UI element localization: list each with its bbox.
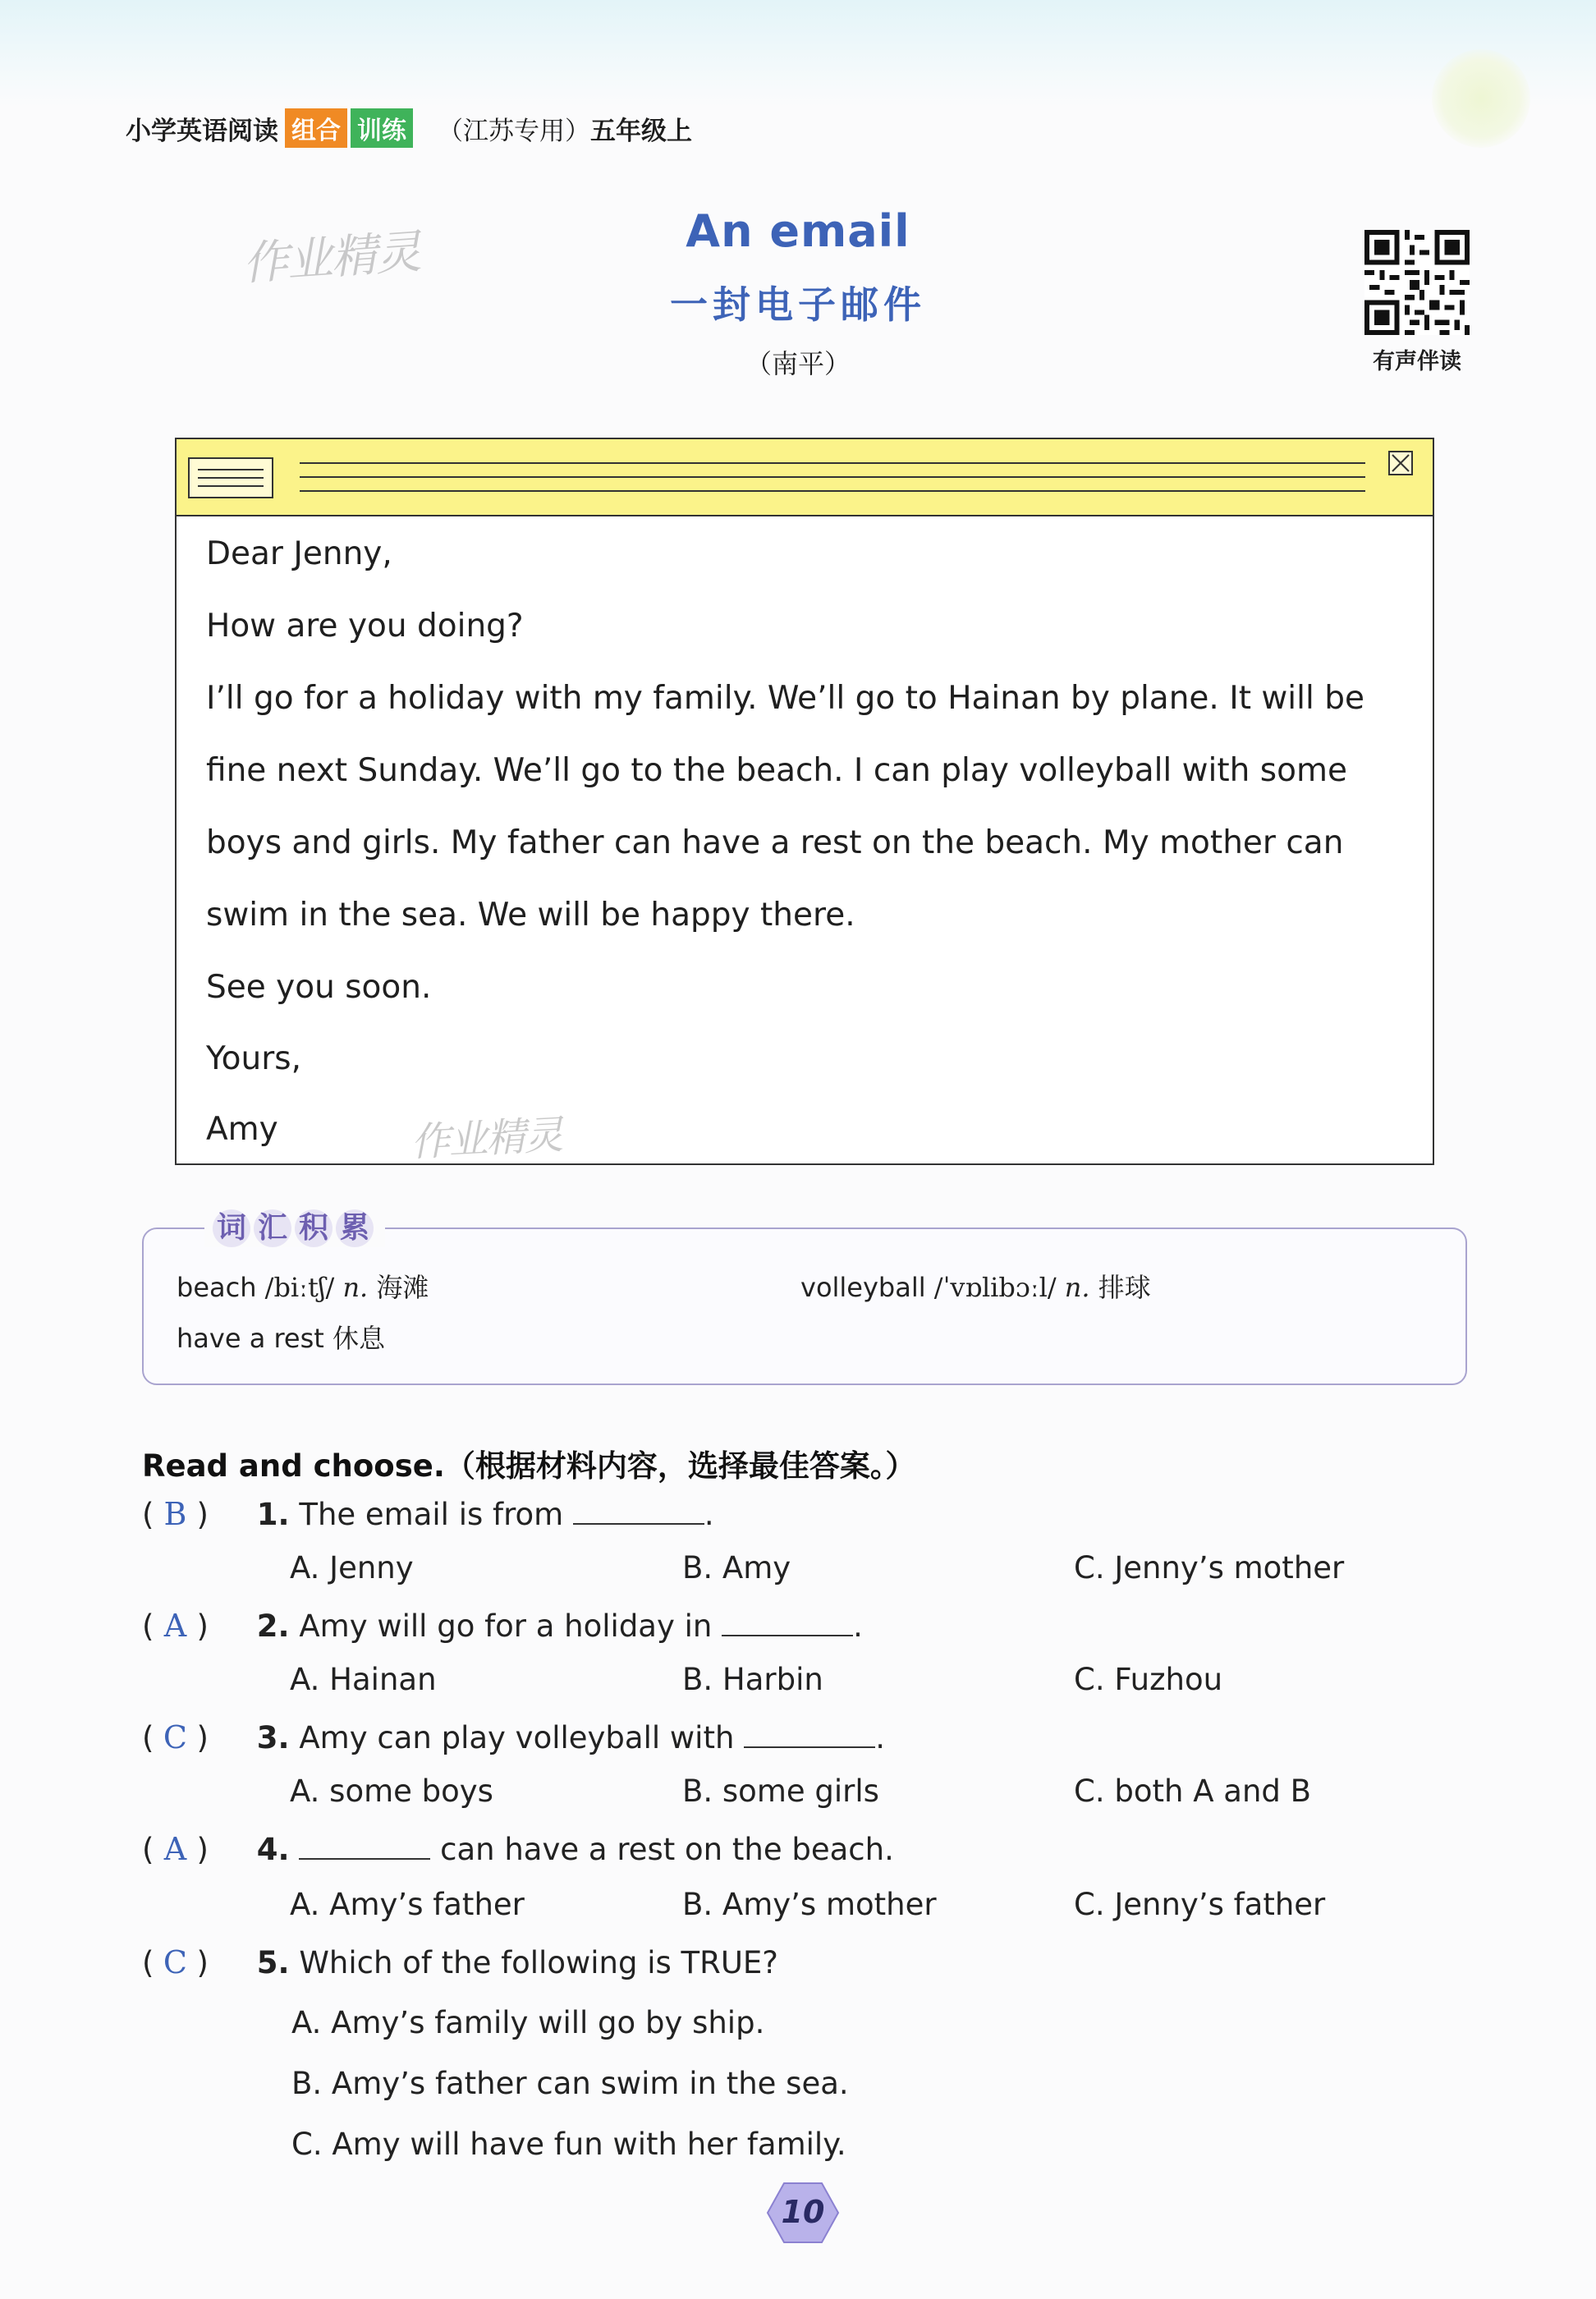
answer-blank — [744, 1722, 875, 1748]
question-number: 2. — [256, 1608, 290, 1644]
vocab-word: have a rest — [177, 1323, 324, 1354]
watermark-logo: 作业精灵 — [409, 1112, 563, 1166]
option-c[interactable]: C. Fuzhou — [1074, 1662, 1223, 1697]
option-a[interactable]: A. Amy’s father — [290, 1887, 525, 1922]
email-line: swim in the sea. We will be happy there. — [206, 897, 855, 934]
option-b[interactable]: B. some girls — [682, 1774, 879, 1809]
question-3 — [142, 1719, 885, 1755]
question-text: Which of the following is TRUE? — [299, 1945, 778, 1980]
vocab-meaning: 排球 — [1098, 1272, 1151, 1303]
question-5 — [142, 1944, 778, 1980]
vocab-title-char: 累 — [336, 1209, 374, 1247]
question-2 — [142, 1608, 863, 1644]
tag-training: 训练 — [351, 108, 413, 148]
vocab-title-char: 词 — [213, 1209, 250, 1247]
answer-bracket[interactable]: ( B ) — [142, 1496, 209, 1532]
option-b[interactable]: B. Amy — [682, 1550, 791, 1585]
question-4 — [142, 1831, 894, 1867]
vocab-word: beach — [177, 1272, 257, 1303]
vocab-meaning: 海滩 — [376, 1272, 429, 1303]
menu-icon[interactable] — [188, 457, 273, 498]
vocab-word: volleyball — [800, 1272, 926, 1303]
vocab-pos: n. — [342, 1272, 369, 1303]
email-body — [206, 518, 1413, 1165]
email-signature: Amy — [206, 1111, 278, 1148]
exercise-title — [142, 1441, 915, 1485]
email-line: fine next Sunday. We’ll go to the beach. I can play volleyball with some — [206, 752, 1347, 789]
answer-mark: C — [163, 1719, 187, 1755]
question-text-end: . — [704, 1497, 714, 1532]
page-title-chinese: 一封电子邮件 — [670, 282, 926, 327]
qr-label: 有声伴读 — [1373, 349, 1461, 374]
question-text: Amy will go for a holiday in — [299, 1608, 713, 1644]
question-text-end: . — [853, 1608, 863, 1644]
question-number: 1. — [256, 1497, 290, 1532]
watermark-logo: 作业精灵 — [241, 225, 422, 291]
page-number: 10 — [781, 2194, 825, 2230]
vocab-pos: n. — [1064, 1272, 1090, 1303]
exercise-title-zh: （根据材料内容，选择最佳答案。） — [444, 1448, 916, 1484]
email-line: boys and girls. My father can have a rest on the beach. My mother can — [206, 824, 1344, 861]
answer-mark: B — [163, 1496, 187, 1532]
option-c[interactable]: C. both A and B — [1074, 1774, 1312, 1809]
question-text-end: can have a rest on the beach. — [440, 1832, 894, 1867]
vocab-item-have-a-rest — [177, 1318, 385, 1356]
question-number: 3. — [256, 1720, 290, 1755]
tag-combination: 组合 — [285, 108, 347, 148]
option-b[interactable]: B. Harbin — [682, 1662, 823, 1697]
vocab-item-volleyball — [800, 1267, 1151, 1305]
option-c[interactable]: C. Amy will have fun with her family. — [291, 2127, 846, 2162]
answer-bracket[interactable]: ( C ) — [142, 1944, 209, 1980]
vocab-meaning: 休息 — [332, 1323, 386, 1354]
qr-code-icon[interactable] — [1364, 230, 1470, 335]
vocab-ipa: /ˈvɒlibɔːl/ — [933, 1272, 1057, 1303]
option-a[interactable]: A. Jenny — [290, 1550, 414, 1585]
email-closing: Yours, — [206, 1040, 301, 1077]
answer-bracket[interactable]: ( C ) — [142, 1719, 209, 1755]
email-line: Dear Jenny, — [206, 535, 392, 572]
vocabulary-box — [142, 1211, 1467, 1385]
edition-label: （江苏专用） — [438, 116, 590, 146]
vocabulary-title — [204, 1209, 385, 1247]
question-text: The email is from — [299, 1497, 564, 1532]
email-window — [175, 438, 1434, 1165]
exercise-title-en: Read and choose. — [142, 1448, 445, 1484]
answer-mark: A — [163, 1608, 187, 1644]
email-title-bar — [177, 439, 1433, 516]
series-title: 小学英语阅读 — [126, 116, 278, 146]
vocab-item-beach — [177, 1267, 429, 1305]
question-text-end: . — [875, 1720, 885, 1755]
answer-mark: A — [163, 1831, 187, 1867]
question-text: Amy can play volleyball with — [299, 1720, 735, 1755]
vocab-title-char: 积 — [295, 1209, 332, 1247]
source-place: （南平） — [745, 348, 851, 379]
option-a[interactable]: A. Hainan — [290, 1662, 437, 1697]
header-band — [0, 0, 1596, 107]
question-number: 4. — [256, 1832, 290, 1867]
email-line: How are you doing? — [206, 608, 524, 645]
option-b[interactable]: B. Amy’s father can swim in the sea. — [291, 2066, 849, 2101]
book-header — [126, 108, 692, 148]
option-a[interactable]: A. some boys — [290, 1774, 493, 1809]
email-line: See you soon. — [206, 969, 432, 1006]
vocab-ipa: /biːtʃ/ — [264, 1272, 335, 1303]
vocab-title-char: 汇 — [254, 1209, 291, 1247]
question-1 — [142, 1496, 714, 1532]
option-b[interactable]: B. Amy’s mother — [682, 1887, 937, 1922]
answer-blank — [722, 1610, 853, 1636]
close-icon[interactable] — [1388, 451, 1413, 475]
answer-bracket[interactable]: ( A ) — [142, 1608, 209, 1644]
page-title: An email — [686, 205, 910, 257]
grade-label: 五年级上 — [590, 116, 692, 146]
answer-bracket[interactable]: ( A ) — [142, 1831, 209, 1867]
option-c[interactable]: C. Jenny’s father — [1074, 1887, 1326, 1922]
answer-blank — [299, 1833, 430, 1860]
answer-blank — [573, 1498, 704, 1525]
option-c[interactable]: C. Jenny’s mother — [1074, 1550, 1345, 1585]
question-number: 5. — [256, 1945, 290, 1980]
decorative-circle — [1432, 49, 1530, 148]
answer-mark: C — [163, 1944, 187, 1980]
email-line: I’ll go for a holiday with my family. We’ll go to Hainan by plane. It will be — [206, 680, 1364, 717]
option-a[interactable]: A. Amy’s family will go by ship. — [291, 2005, 765, 2040]
